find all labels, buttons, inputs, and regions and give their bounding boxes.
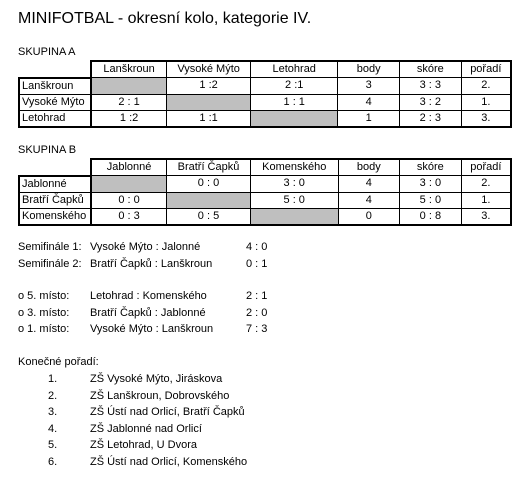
score-cell: 1 :2 <box>91 110 167 127</box>
header-cell: skóre <box>400 159 462 176</box>
rank-number: 2. <box>48 390 58 402</box>
header-cell: skóre <box>400 61 462 78</box>
final-ranking-label: Konečné pořadí: <box>18 356 99 368</box>
score-cell: 3 : 0 <box>250 176 338 193</box>
page-title: MINIFOTBAL - okresní kolo, kategorie IV. <box>18 10 312 27</box>
rank-team: ZŠ Letohrad, U Dvora <box>90 439 197 451</box>
rank-cell: 2. <box>461 176 511 193</box>
placement-label: o 1. místo: <box>18 323 70 335</box>
team-name: Komenského <box>19 208 91 225</box>
group-b-label: SKUPINA B <box>18 144 77 156</box>
rank-team: ZŠ Lanškroun, Dobrovského <box>90 390 230 402</box>
score-cell: 0 : 3 <box>91 208 167 225</box>
score-cell: 2 : 1 <box>91 94 167 110</box>
header-corner <box>19 159 91 176</box>
team-name: Lanškroun <box>19 78 91 95</box>
rank-cell: 2. <box>461 78 511 95</box>
group-b-table <box>18 158 512 226</box>
placement-label: o 3. místo: <box>18 307 70 319</box>
score-cell: 1 :2 <box>167 78 251 95</box>
table-header-row <box>19 159 511 176</box>
table-header-row <box>19 61 511 78</box>
score-cell: 0 : 0 <box>167 176 251 193</box>
header-cell: pořadí <box>461 61 511 78</box>
goals-cell: 2 : 3 <box>400 110 462 127</box>
self-match-cell <box>167 94 251 110</box>
self-match-cell <box>250 208 338 225</box>
semifinal-match: Bratří Čapků : Lanškroun <box>90 258 213 270</box>
header-cell: Bratří Čapků <box>167 159 251 176</box>
points-cell: 1 <box>338 110 400 127</box>
self-match-cell <box>91 78 167 95</box>
rank-number: 1. <box>48 373 58 385</box>
semifinal-label: Semifinále 1: <box>18 241 82 253</box>
rank-number: 3. <box>48 406 58 418</box>
self-match-cell <box>91 176 167 193</box>
header-corner <box>19 61 91 78</box>
header-cell: Letohrad <box>250 61 337 78</box>
placement-score: 2 : 1 <box>246 290 268 302</box>
rank-cell: 1. <box>461 192 511 208</box>
score-cell: 1 :1 <box>167 110 251 127</box>
goals-cell: 3 : 2 <box>400 94 462 110</box>
score-cell: 0 : 5 <box>167 208 251 225</box>
placement-match: Vysoké Mýto : Lanškroun <box>90 323 214 335</box>
score-cell: 5 : 0 <box>250 192 338 208</box>
table-row <box>19 176 511 193</box>
goals-cell: 3 : 0 <box>400 176 462 193</box>
header-cell: Vysoké Mýto <box>167 61 251 78</box>
rank-team: ZŠ Ústí nad Orlicí, Komenského <box>90 456 248 468</box>
team-name: Vysoké Mýto <box>19 94 91 110</box>
team-name: Bratří Čapků <box>19 192 91 208</box>
score-cell: 2 :1 <box>250 78 337 95</box>
self-match-cell <box>250 110 337 127</box>
points-cell: 0 <box>338 208 400 225</box>
header-cell: Lanškroun <box>91 61 167 78</box>
team-name: Letohrad <box>19 110 91 127</box>
rank-number: 6. <box>48 456 58 468</box>
semifinal-match: Vysoké Mýto : Jalonné <box>90 241 201 253</box>
goals-cell: 5 : 0 <box>400 192 462 208</box>
placement-label: o 5. místo: <box>18 290 70 302</box>
goals-cell: 0 : 8 <box>400 208 462 225</box>
semifinal-score: 0 : 1 <box>246 258 268 270</box>
header-cell: Jablonné <box>91 159 167 176</box>
semifinal-score: 4 : 0 <box>246 241 268 253</box>
header-cell: pořadí <box>461 159 511 176</box>
placement-score: 7 : 3 <box>246 323 268 335</box>
score-cell: 1 : 1 <box>250 94 337 110</box>
rank-cell: 3. <box>461 208 511 225</box>
points-cell: 4 <box>338 94 400 110</box>
points-cell: 4 <box>338 192 400 208</box>
group-a-table <box>18 60 512 128</box>
header-cell: body <box>338 159 400 176</box>
rank-team: ZŠ Jablonné nad Orlicí <box>90 423 202 435</box>
self-match-cell <box>167 192 251 208</box>
table-row <box>19 94 511 110</box>
placement-match: Letohrad : Komenského <box>90 290 207 302</box>
rank-team: ZŠ Vysoké Mýto, Jiráskova <box>90 373 223 385</box>
rank-number: 5. <box>48 439 58 451</box>
rank-cell: 1. <box>461 94 511 110</box>
table-row <box>19 78 511 95</box>
rank-team: ZŠ Ústí nad Orlicí, Bratří Čapků <box>90 406 245 418</box>
team-name: Jablonné <box>19 176 91 193</box>
header-cell: Komenského <box>250 159 338 176</box>
header-cell: body <box>338 61 400 78</box>
placement-score: 2 : 0 <box>246 307 268 319</box>
points-cell: 4 <box>338 176 400 193</box>
table-row <box>19 110 511 127</box>
table-row <box>19 208 511 225</box>
placement-match: Bratří Čapků : Jablonné <box>90 307 206 319</box>
group-a-label: SKUPINA A <box>18 46 76 58</box>
rank-number: 4. <box>48 423 58 435</box>
rank-cell: 3. <box>461 110 511 127</box>
table-row <box>19 192 511 208</box>
semifinal-label: Semifinále 2: <box>18 258 82 270</box>
goals-cell: 3 : 3 <box>400 78 462 95</box>
score-cell: 0 : 0 <box>91 192 167 208</box>
points-cell: 3 <box>338 78 400 95</box>
